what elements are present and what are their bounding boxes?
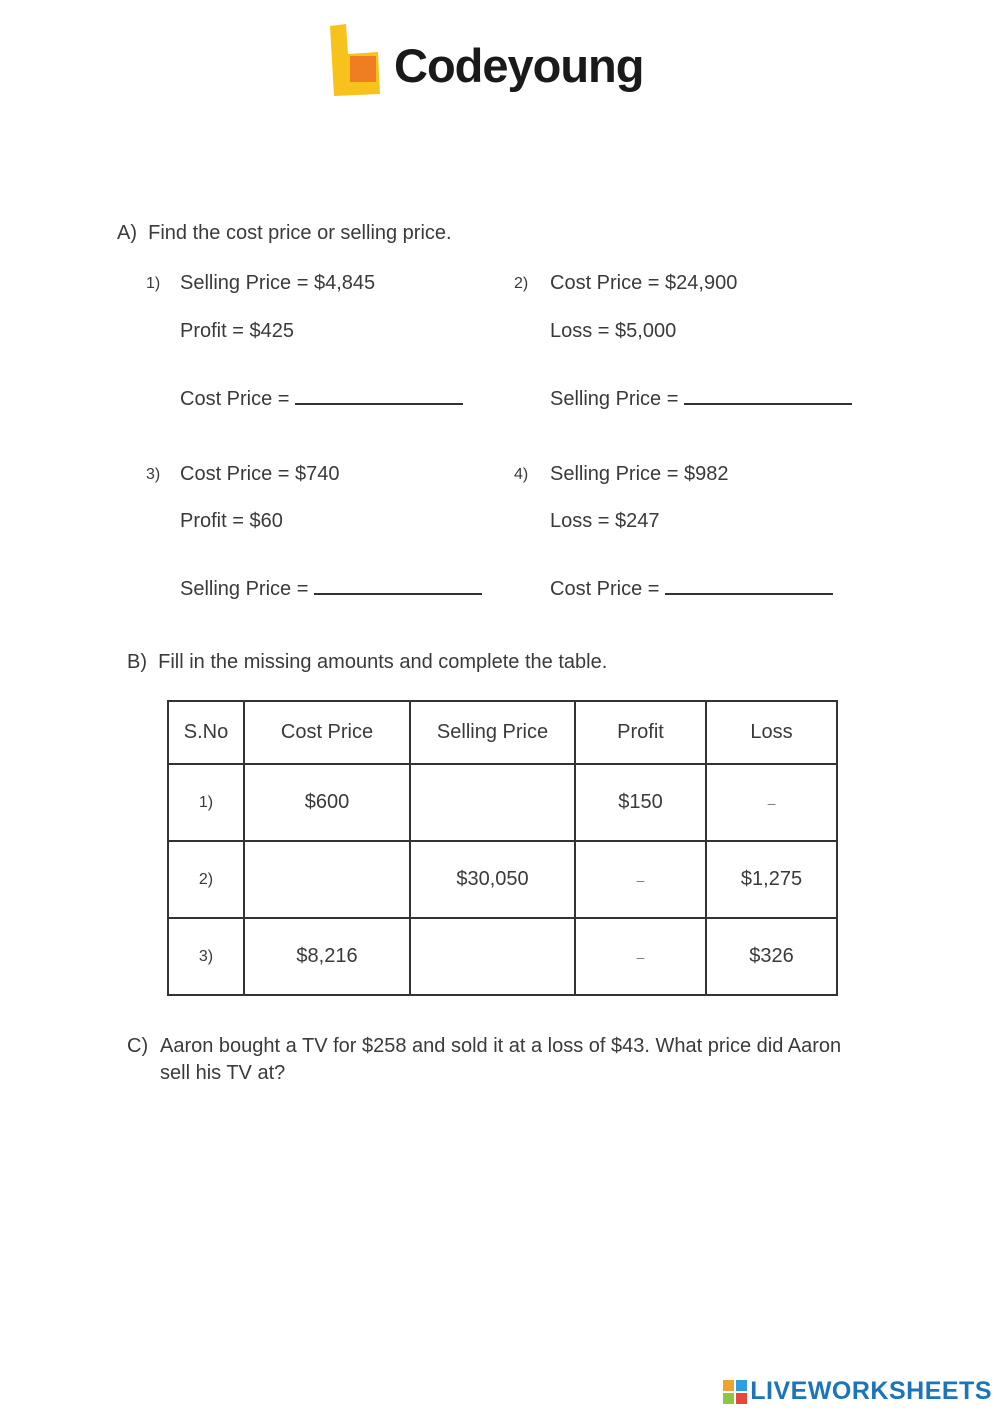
answer-blank[interactable] [684, 403, 852, 405]
section-b-heading [127, 651, 607, 674]
table-row [168, 841, 837, 918]
liveworksheets-text: LIVEWORKSHEETS [750, 1377, 992, 1405]
problem-number: 3) [146, 466, 161, 483]
table-header-row [168, 701, 837, 764]
cell-loss: – [706, 764, 837, 841]
brand-name: Codeyoung [394, 39, 644, 92]
problem-1-profit: Profit = $425 [180, 320, 294, 342]
liveworksheets-grid-icon [723, 1380, 747, 1404]
header-profit: Profit [575, 701, 706, 764]
problem-4-loss: Loss = $247 [550, 510, 660, 532]
section-c-question-line1: Aaron bought a TV for $258 and sold it at a loss of $43. What price did Aaron [160, 1035, 842, 1057]
section-a-heading [117, 222, 452, 245]
profit-loss-table [167, 700, 838, 996]
problem-4-given: Selling Price = $982 [550, 463, 729, 485]
header-sno: S.No [168, 701, 244, 764]
answer-label: Selling Price = [550, 388, 679, 410]
cell-profit: – [575, 841, 706, 918]
problem-4-answer-row [550, 578, 833, 601]
problem-2-answer-row [550, 388, 852, 411]
answer-blank[interactable] [665, 593, 833, 595]
codeyoung-logo-icon [326, 24, 382, 96]
section-b-instruction: Fill in the missing amounts and complete the table. [158, 651, 608, 673]
problem-2-given: Cost Price = $24,900 [550, 272, 738, 294]
cell-profit: $150 [575, 764, 706, 841]
cell-loss: $326 [706, 918, 837, 995]
problem-1-answer-row [180, 388, 463, 411]
table-row [168, 918, 837, 995]
header-cost-price: Cost Price [244, 701, 410, 764]
section-c-label: C) [127, 1035, 149, 1057]
cell-cost-price: $600 [244, 764, 410, 841]
cell-sno: 2) [168, 841, 244, 918]
liveworksheets-logo [723, 1377, 992, 1407]
cell-cost-price: $8,216 [244, 918, 410, 995]
problem-number: 4) [514, 466, 529, 483]
cell-sno: 1) [168, 764, 244, 841]
problem-3-given: Cost Price = $740 [180, 463, 340, 485]
header-selling-price: Selling Price [410, 701, 575, 764]
cell-profit: – [575, 918, 706, 995]
cell-cost-price-blank[interactable] [244, 841, 410, 918]
problem-3-profit: Profit = $60 [180, 510, 283, 532]
answer-label: Selling Price = [180, 578, 309, 600]
section-b-label: B) [127, 651, 147, 673]
cell-sno: 3) [168, 918, 244, 995]
answer-blank[interactable] [295, 403, 463, 405]
table-row [168, 764, 837, 841]
section-a-label: A) [117, 222, 137, 244]
header-loss: Loss [706, 701, 837, 764]
cell-selling-price: $30,050 [410, 841, 575, 918]
problem-2-loss: Loss = $5,000 [550, 320, 677, 342]
answer-label: Cost Price = [550, 578, 660, 600]
problem-number: 1) [146, 275, 161, 292]
problem-1-given: Selling Price = $4,845 [180, 272, 376, 294]
answer-label: Cost Price = [180, 388, 290, 410]
cell-selling-price-blank[interactable] [410, 918, 575, 995]
problem-number: 2) [514, 275, 529, 292]
section-a-instruction: Find the cost price or selling price. [148, 222, 452, 244]
cell-loss: $1,275 [706, 841, 837, 918]
cell-selling-price-blank[interactable] [410, 764, 575, 841]
problem-3-answer-row [180, 578, 482, 601]
answer-blank[interactable] [314, 593, 482, 595]
section-c-question-line2: sell his TV at? [160, 1062, 286, 1084]
